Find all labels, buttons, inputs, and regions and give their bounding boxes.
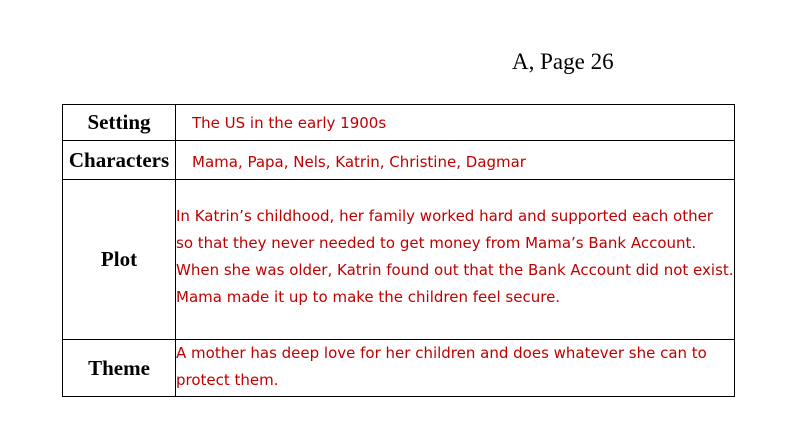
table-row-theme <box>63 340 735 397</box>
table-row-setting <box>63 105 735 141</box>
table-row-characters <box>63 141 735 180</box>
characters-label: Characters <box>63 141 176 180</box>
characters-content: Mama, Papa, Nels, Katrin, Christine, Dagmar <box>176 141 735 180</box>
setting-label: Setting <box>63 105 176 141</box>
theme-content: A mother has deep love for her children and does whatever she can to protect them. <box>176 340 735 397</box>
theme-label: Theme <box>63 340 176 397</box>
plot-content: In Katrin’s childhood, her family worked hard and supported each other so that they never needed to get money from Mama’s Bank Account. When she was older, Katrin found out that the Bank Account did not exist. Mama made it up to make the children feel secure. <box>176 180 735 340</box>
plot-label: Plot <box>63 180 176 340</box>
story-summary-table <box>62 104 735 397</box>
setting-content: The US in the early 1900s <box>176 105 735 141</box>
page-reference: A, Page 26 <box>512 49 614 74</box>
table-row-plot <box>63 180 735 340</box>
